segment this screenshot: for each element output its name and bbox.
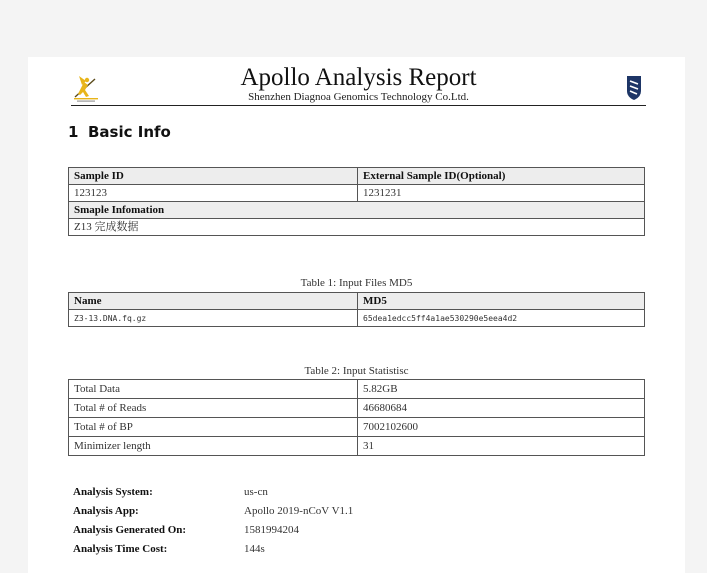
table-row bbox=[69, 437, 645, 456]
meta-label: Analysis System: bbox=[73, 486, 153, 498]
meta-label: Analysis Time Cost: bbox=[73, 543, 168, 555]
stat-value: 31 bbox=[358, 437, 645, 456]
meta-label: Analysis App: bbox=[73, 505, 139, 517]
report-header bbox=[71, 64, 646, 106]
sample-id-value: 123123 bbox=[69, 185, 358, 202]
meta-label: Analysis Generated On: bbox=[73, 524, 187, 536]
input-files-table bbox=[68, 292, 645, 327]
sample-info-value: Z13 完成数据 bbox=[69, 219, 645, 236]
report-title: Apollo Analysis Report bbox=[240, 64, 477, 91]
table-row bbox=[69, 310, 645, 327]
meta-value: 1581994204 bbox=[244, 524, 299, 536]
stat-value: 7002102600 bbox=[358, 418, 645, 437]
md5-cell: 65dea1edcc5ff4a1ae530290e5eea4d2 bbox=[358, 310, 645, 327]
stat-label: Total # of BP bbox=[69, 418, 358, 437]
table-row bbox=[69, 219, 645, 236]
meta-value: us-cn bbox=[244, 486, 268, 498]
input-statistics-table bbox=[68, 379, 645, 456]
sample-id-header: Sample ID bbox=[69, 168, 358, 185]
report-page bbox=[28, 57, 685, 573]
sample-info-header: Smaple Infomation bbox=[69, 202, 645, 219]
table-row bbox=[69, 399, 645, 418]
table-row bbox=[69, 202, 645, 219]
column-header: Name bbox=[69, 293, 358, 310]
stat-label: Minimizer length bbox=[69, 437, 358, 456]
section-number: 1 bbox=[68, 123, 79, 141]
section-heading bbox=[68, 123, 171, 141]
table1-caption: Table 1: Input Files MD5 bbox=[300, 277, 413, 289]
table-row bbox=[69, 418, 645, 437]
external-id-header: External Sample ID(Optional) bbox=[358, 168, 645, 185]
basic-info-table bbox=[68, 167, 645, 236]
meta-value: Apollo 2019-nCoV V1.1 bbox=[244, 505, 354, 517]
report-subtitle: Shenzhen Diagnoa Genomics Technology Co.Ltd. bbox=[248, 91, 469, 103]
external-id-value: 1231231 bbox=[358, 185, 645, 202]
stat-label: Total # of Reads bbox=[69, 399, 358, 418]
table-row bbox=[69, 293, 645, 310]
column-header: MD5 bbox=[358, 293, 645, 310]
stat-value: 46680684 bbox=[358, 399, 645, 418]
table-row bbox=[69, 185, 645, 202]
section-title: Basic Info bbox=[88, 123, 171, 141]
stat-label: Total Data bbox=[69, 380, 358, 399]
file-name-cell: Z3-13.DNA.fq.gz bbox=[69, 310, 358, 327]
shield-logo-icon bbox=[625, 73, 643, 101]
meta-value: 144s bbox=[244, 543, 265, 555]
table2-caption: Table 2: Input Statistisc bbox=[304, 365, 409, 377]
table-row bbox=[69, 380, 645, 399]
stat-value: 5.82GB bbox=[358, 380, 645, 399]
table-row bbox=[69, 168, 645, 185]
